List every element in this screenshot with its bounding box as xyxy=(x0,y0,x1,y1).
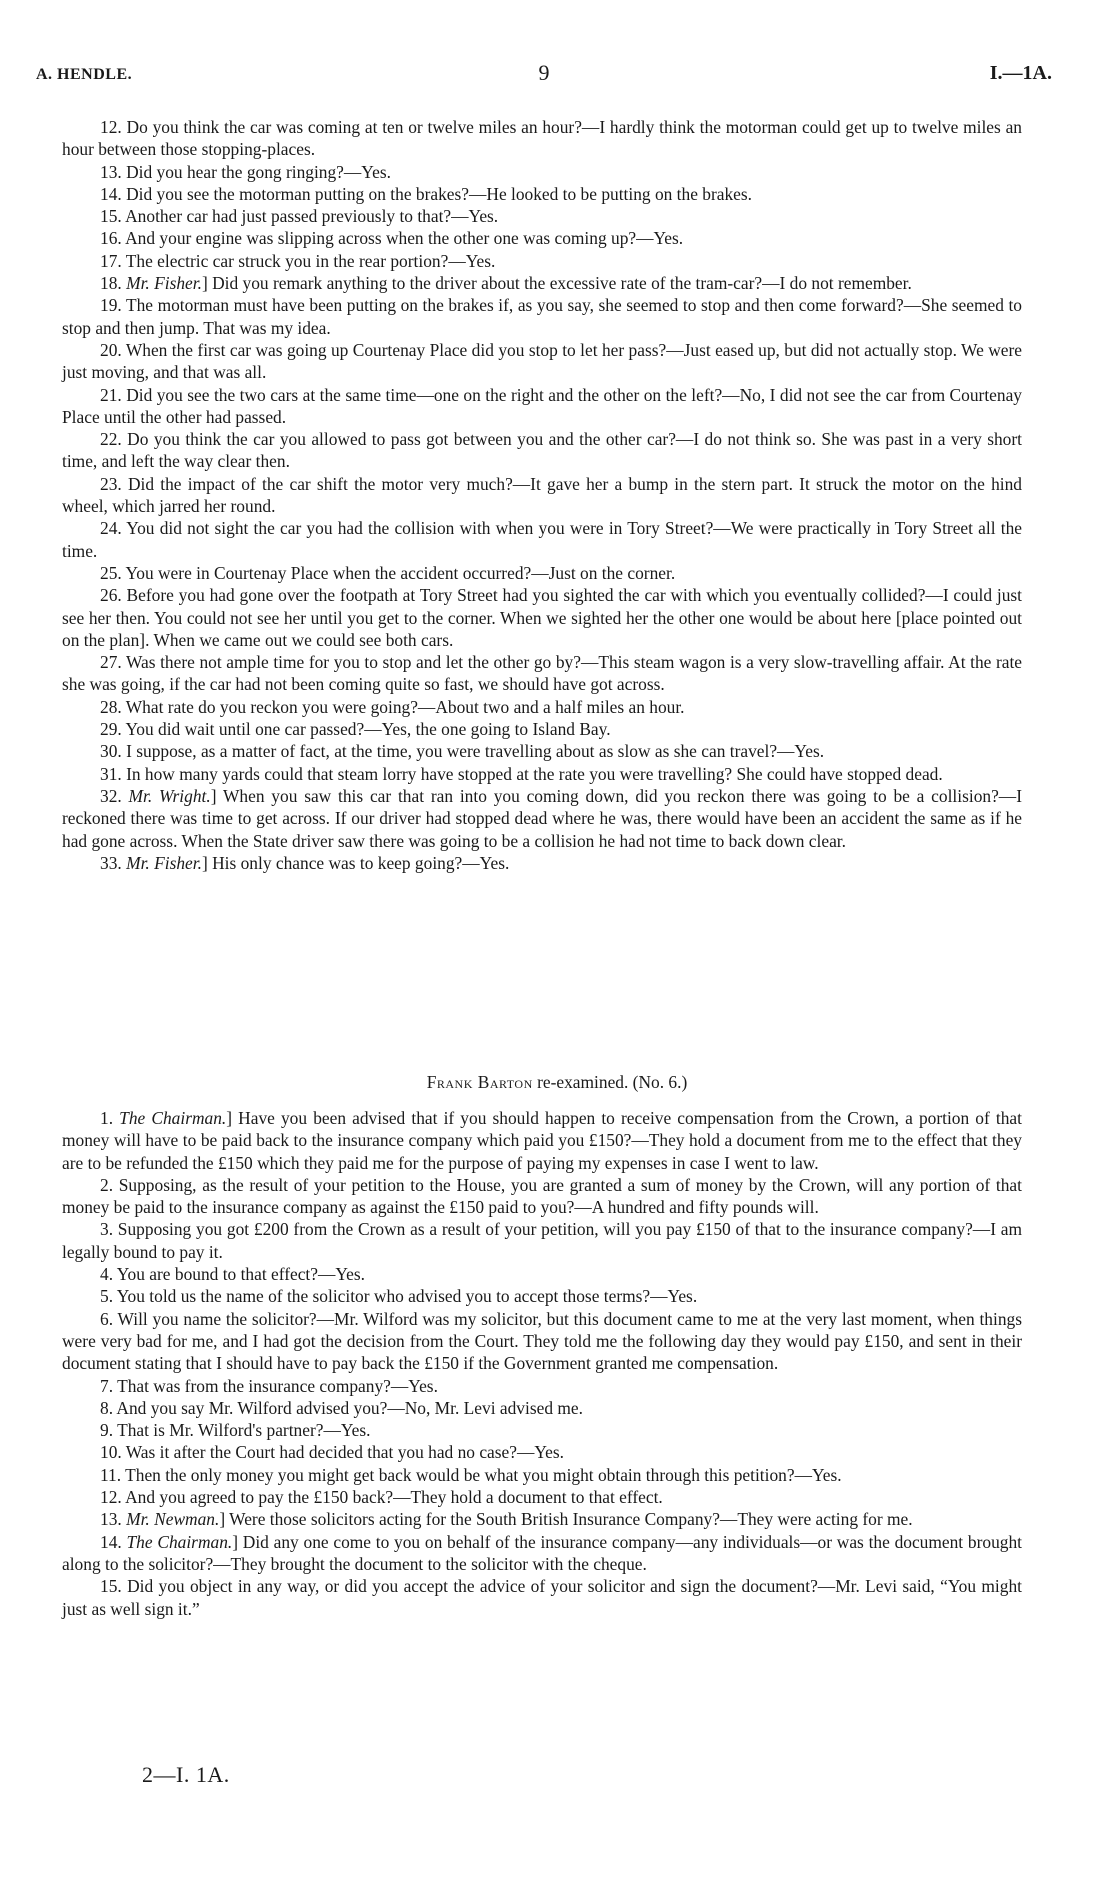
question-paragraph: 15. Did you object in any way, or did you accept the advice of your solicitor and sign the document?—Mr. Levi said, “You might just as well sign it.” xyxy=(62,1576,1022,1619)
question-paragraph: 20. When the first car was going up Courtenay Place did you stop to let her pass?—Just eased up, but did not actually stop. We were just moving, and that was all. xyxy=(62,339,1022,383)
question-number: 33. xyxy=(100,852,122,873)
question-paragraph: 9. That is Mr. Wilford's partner?—Yes. xyxy=(100,1420,371,1441)
question-paragraph: 6. Will you name the solicitor?—Mr. Wilford was my solicitor, but this document came to me at the very last moment, when things were very bad for me, and I had got the decision from the Court. They told me the following day they would pay £150, and sent in their document stating that I should have to pay back the £150 if the Government granted me compensation. xyxy=(62,1308,1022,1374)
question-paragraph: 26. Before you had gone over the footpath at Tory Street had you sighted the car with which you eventually collided?—I could just see her then. You could not see her until you get to the corner. When we sighted her the other one would be about here [place pointed out on the plan]. When we came out we could see both cars. xyxy=(62,585,1022,650)
question-text: ] When you saw this car that ran into you coming down, did you reckon there was going to be a collision?—I reckoned there was time to get across. If our driver had stopped dead where he was, there would have been an accident the same as if he had gone across. When the State driver saw there was going to be a collision he had not time to back down clear. xyxy=(62,785,1022,851)
question-paragraph: 31. In how many yards could that steam lorry have stopped at the rate you were travelling? She could have stopped dead. xyxy=(100,763,943,784)
header-paper-reference: I.—1A. xyxy=(989,62,1052,84)
question-paragraph: 28. What rate do you reckon you were going?—About two and a half miles an hour. xyxy=(100,696,685,717)
speaker-name: The Chairman. xyxy=(126,1531,233,1552)
question-paragraph: 12. And you agreed to pay the £150 back?—They hold a document to that effect. xyxy=(100,1487,663,1508)
question-paragraph xyxy=(62,1107,1022,1174)
question-paragraph: 12. Do you think the car was coming at ten or twelve miles an hour?—I hardly think the motorman could get up to twelve miles an hour between those stopping-places. xyxy=(62,117,1022,160)
question-paragraph: 10. Was it after the Court had decided that you had no case?—Yes. xyxy=(100,1442,565,1463)
examination-section-barton xyxy=(62,1107,1022,1620)
speaker-name: Mr. Wright. xyxy=(128,785,211,806)
page-number: 9 xyxy=(538,60,550,85)
question-paragraph: 13. Did you hear the gong ringing?—Yes. xyxy=(100,161,391,182)
question-paragraph: 19. The motorman must have been putting on the brakes if, as you say, she seemed to stop and then come forward?—She seemed to stop and then jump. That was my idea. xyxy=(62,295,1022,338)
question-paragraph: 23. Did the impact of the car shift the motor very much?—It gave her a bump in the stern part. It struck the motor on the hind wheel, which jarred her round. xyxy=(62,473,1022,517)
question-paragraph: 29. You did wait until one car passed?—Yes, the one going to Island Bay. xyxy=(100,719,611,740)
question-paragraph: 22. Do you think the car you allowed to pass got between you and the other car?—I do not think so. She was past in a very short time, and left the way clear then. xyxy=(62,429,1022,472)
question-paragraph: 21. Did you see the two cars at the same time—one on the right and the other on the left?—No, I did not see the car from Courtenay Place until the other had passed. xyxy=(62,384,1022,427)
question-text: ] Did you remark anything to the driver about the excessive rate of the tram-car?—I do not remember. xyxy=(201,273,912,294)
question-paragraph xyxy=(62,852,1022,874)
question-paragraph: 11. Then the only money you might get back would be what you might obtain through this petition?—Yes. xyxy=(100,1464,842,1485)
question-paragraph: 7. That was from the insurance company?—Yes. xyxy=(100,1375,438,1396)
question-paragraph: 5. You told us the name of the solicitor who advised you to accept those terms?—Yes. xyxy=(100,1286,698,1307)
question-number: 18. xyxy=(100,273,122,294)
question-paragraph: 25. You were in Courtenay Place when the accident occurred?—Just on the corner. xyxy=(100,562,676,583)
question-paragraph: 14. Did you see the motorman putting on the brakes?—He looked to be putting on the brakes. xyxy=(100,183,753,204)
question-paragraph xyxy=(62,272,1022,294)
question-paragraph: 27. Was there not ample time for you to stop and let the other go by?—This steam wagon is a very slow-travelling affair. At the rate she was going, if the car had not been coming quite so fast, we should have got across. xyxy=(62,652,1022,695)
signature-mark: 2—I. 1A. xyxy=(142,1762,230,1787)
section-heading xyxy=(0,1071,1114,1093)
question-paragraph: 24. You did not sight the car you had the collision with when you were in Tory Street?—We were practically in Tory Street all the time. xyxy=(62,518,1022,561)
header-witness-name: A. HENDLE. xyxy=(36,66,133,83)
question-text: ] Have you been advised that if you should happen to receive compensation from the Crown, a portion of that money will have to be paid back to the insurance company which paid you £150?—They hold a document from me to the effect that they are to be refunded the £150 which they paid me for the purpose of paying my expenses in case I went to law. xyxy=(62,1108,1022,1173)
question-number: 13. xyxy=(100,1509,122,1530)
question-text: ] Did any one come to you on behalf of the insurance company—any individuals—or was the document brought along to the solicitor?—They brought the document to the solicitor with the cheque. xyxy=(62,1531,1022,1574)
question-number: 32. xyxy=(100,785,122,806)
question-paragraph: 3. Supposing you got £200 from the Crown as a result of your petition, will you pay £150 of that to the insurance company?—I am legally bound to pay it. xyxy=(62,1219,1022,1262)
question-text: ] Were those solicitors acting for the South British Insurance Company?—They were acting for me. xyxy=(219,1509,913,1530)
question-paragraph: 2. Supposing, as the result of your petition to the House, you are granted a sum of money by the Crown, will any portion of that money be paid to the insurance company as against the £150 paid to you?—A hundred and fifty pounds will. xyxy=(62,1174,1022,1218)
question-number: 1. xyxy=(100,1108,114,1128)
heading-rest: re-examined. (No. 6.) xyxy=(532,1072,688,1092)
question-paragraph: 4. You are bound to that effect?—Yes. xyxy=(100,1264,366,1285)
question-number: 14. xyxy=(100,1531,122,1552)
witness-name: Frank Barton xyxy=(426,1072,533,1092)
question-paragraph: 15. Another car had just passed previously to that?—Yes. xyxy=(100,206,499,227)
speaker-name: Mr. Fisher. xyxy=(126,273,202,294)
speaker-name: Mr. Fisher. xyxy=(126,852,202,873)
speaker-name: Mr. Newman. xyxy=(126,1509,220,1530)
question-paragraph xyxy=(62,1508,1022,1530)
examination-section-hendle xyxy=(62,116,1022,874)
speaker-name: The Chairman. xyxy=(119,1108,227,1128)
question-text: ] His only chance was to keep going?—Yes. xyxy=(201,852,510,873)
question-paragraph: 16. And your engine was slipping across when the other one was coming up?—Yes. xyxy=(100,228,684,249)
question-paragraph xyxy=(62,1531,1022,1576)
question-paragraph: 30. I suppose, as a matter of fact, at the time, you were travelling about as slow as she can travel?—Yes. xyxy=(100,741,825,762)
question-paragraph xyxy=(62,785,1022,852)
question-paragraph: 17. The electric car struck you in the rear portion?—Yes. xyxy=(100,250,496,271)
page-header xyxy=(36,60,1052,90)
question-paragraph: 8. And you say Mr. Wilford advised you?—No, Mr. Levi advised me. xyxy=(100,1397,583,1418)
